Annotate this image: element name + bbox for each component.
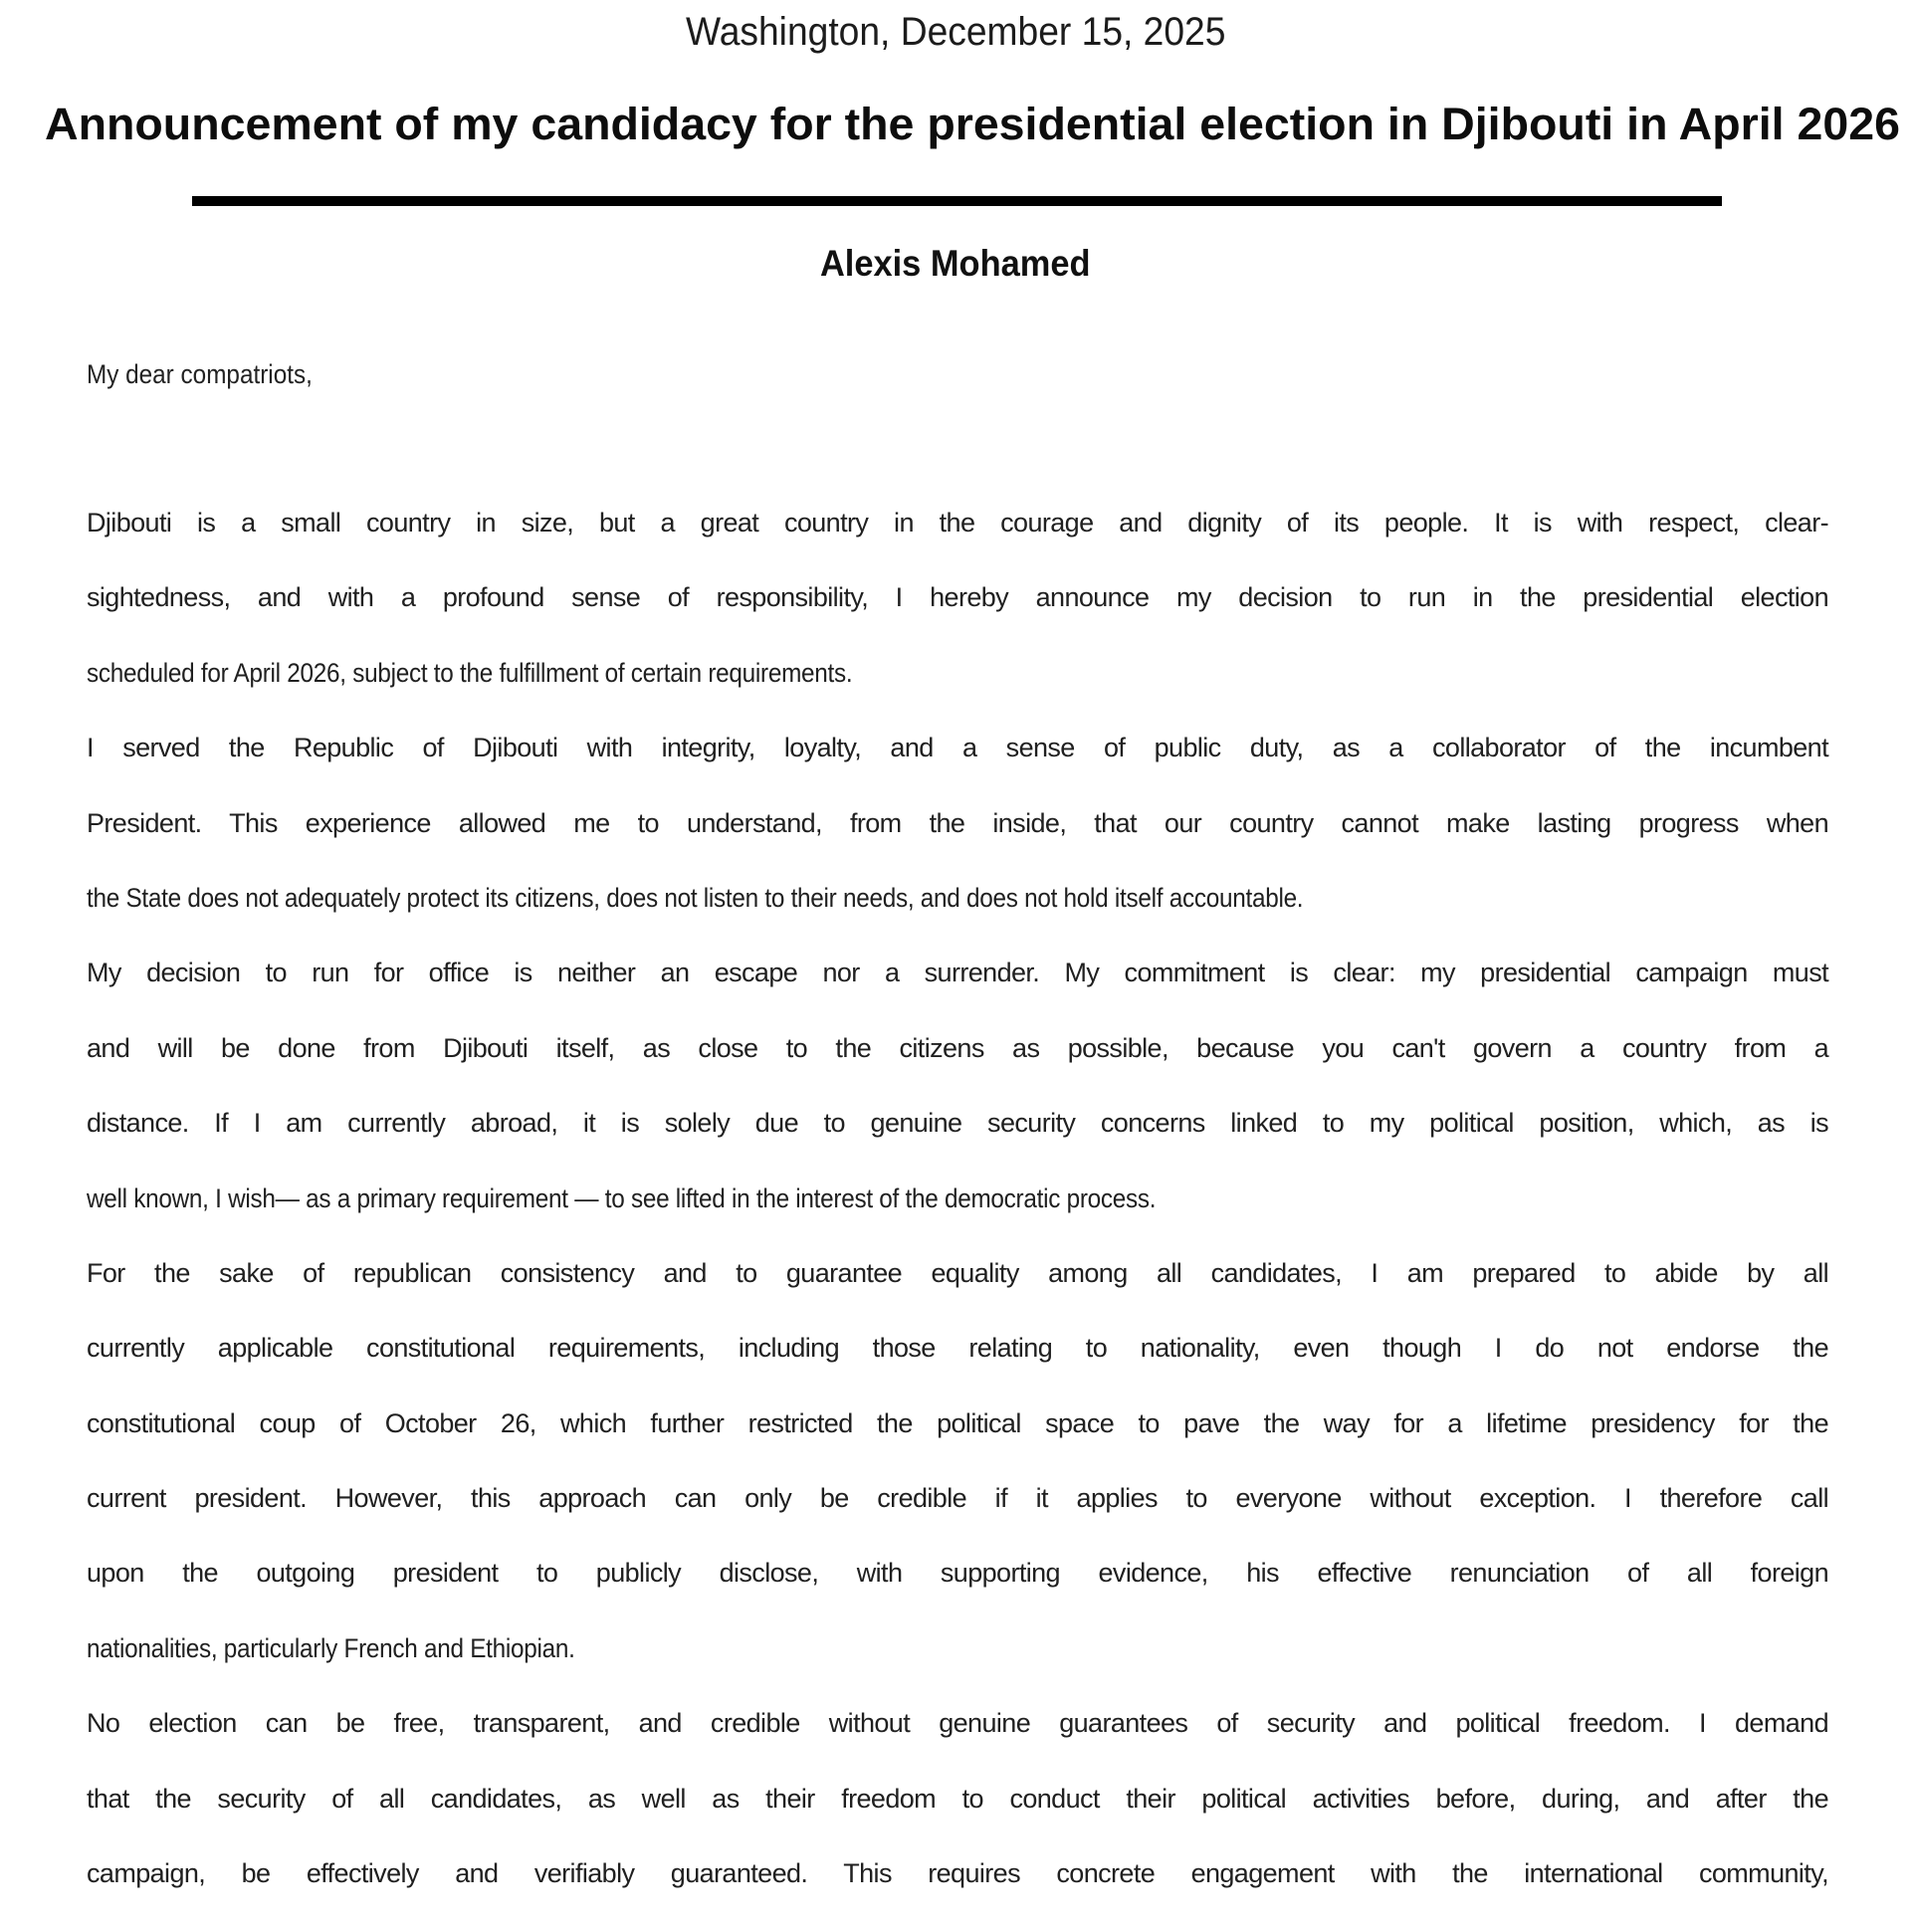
document-title — [45, 97, 1900, 152]
text-line — [87, 807, 1828, 882]
text-line-content: nationalities, particularly French and Ethiopian. — [87, 1632, 575, 1663]
text-line — [87, 957, 1828, 1031]
text-line-content: well known, I wish— as a primary requirement — to see lifted in the interest of the democratic process. — [87, 1182, 1157, 1213]
text-line-content: the State does not adequately protect its citizens, does not listen to their needs, and does not hold itself accountable. — [87, 882, 1304, 913]
text-line-content: distance. If I am currently abroad, it is solely due to genuine security concerns linked to my political position, which, as is — [87, 1108, 1828, 1139]
text-line-content: campaign, be effectively and verifiably guaranteed. This requires concrete engagement with the international community, — [87, 1858, 1828, 1889]
letter-body — [87, 507, 1828, 1932]
dateline: Washington, December 15, 2025 — [685, 10, 1226, 54]
text-line — [87, 882, 1828, 957]
text-line-content: My decision to run for office is neither an escape nor a surrender. My commitment is clear: my presidential campaign must — [87, 958, 1828, 988]
text-line — [87, 581, 1828, 656]
text-line-content: Djibouti is a small country in size, but a great country in the courage and dignity of its people. It is with respect, clear- — [87, 508, 1828, 537]
salutation: My dear compatriots, — [87, 359, 313, 389]
text-line — [87, 1707, 1828, 1782]
text-line — [87, 1482, 1828, 1557]
text-line — [87, 1857, 1828, 1932]
text-line — [87, 1107, 1828, 1181]
text-line-content: For the sake of republican consistency and to guarantee equality among all candidates, I am prepared to abide by all — [87, 1257, 1828, 1288]
text-line — [87, 1407, 1828, 1482]
text-line — [87, 1557, 1828, 1631]
text-line-content: President. This experience allowed me to understand, from the inside, that our country cannot make lasting progress when — [87, 807, 1828, 838]
document-title-text: Announcement of my candidacy for the presidential election in Djibouti in April 2026 — [45, 99, 1900, 149]
text-line — [87, 732, 1828, 806]
text-line-content: I served the Republic of Djibouti with integrity, loyalty, and a sense of public duty, as a collaborator of the incumbent — [87, 733, 1828, 763]
text-line — [87, 1632, 1828, 1707]
text-line-content: sightedness, and with a profound sense of responsibility, I hereby announce my decision to run in the presidential election — [87, 582, 1828, 613]
text-line-content: No election can be free, transparent, and credible without genuine guarantees of security and political freedom. I demand — [87, 1708, 1828, 1739]
text-line-content: scheduled for April 2026, subject to the fulfillment of certain requirements. — [87, 657, 853, 688]
text-line-content: and will be done from Djibouti itself, as close to the citizens as possible, because you can't govern a country from a — [87, 1032, 1828, 1063]
title-divider — [192, 196, 1722, 206]
text-line — [87, 1783, 1828, 1857]
text-line-content: that the security of all candidates, as well as their freedom to conduct their political activities before, during, and after the — [87, 1783, 1828, 1814]
text-line-content: currently applicable constitutional requirements, including those relating to nationality, even though I do not endorse the — [87, 1333, 1828, 1364]
text-line-content: constitutional coup of October 26, which further restricted the political space to pave the way for a lifetime presidency for the — [87, 1407, 1828, 1438]
text-line-content: upon the outgoing president to publicly disclose, with supporting evidence, his effective renunciation of all foreign — [87, 1558, 1828, 1589]
text-line — [87, 1182, 1828, 1257]
text-line — [87, 1032, 1828, 1107]
text-line — [87, 657, 1828, 732]
text-line — [87, 1257, 1828, 1332]
author-name: Alexis Mohamed — [819, 243, 1091, 284]
text-line — [87, 1332, 1828, 1406]
text-line — [87, 507, 1828, 581]
text-line-content: current president. However, this approach can only be credible if it applies to everyone without exception. I therefore call — [87, 1483, 1828, 1514]
